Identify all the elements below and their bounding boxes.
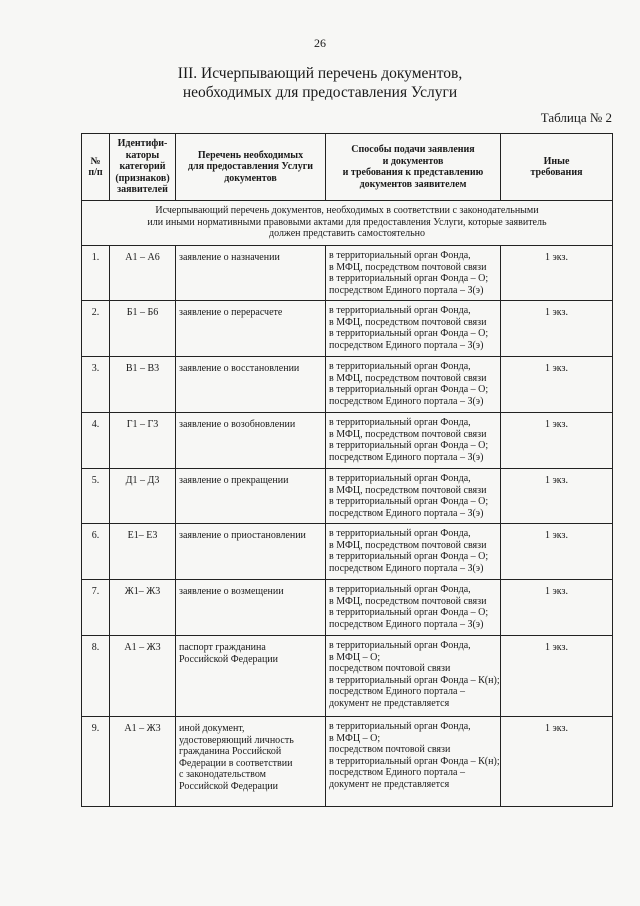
row-submission-ways-line: в МФЦ – О; bbox=[329, 732, 381, 744]
row-submission-ways-line: в территориальный орган Фонда, bbox=[329, 417, 471, 428]
row-identifiers: Г1 – Г3 bbox=[110, 413, 176, 469]
row-document bbox=[176, 301, 326, 357]
row-number: 1. bbox=[82, 246, 110, 301]
row-document-line: Федерации в соответствии bbox=[179, 757, 293, 769]
row-submission-ways bbox=[326, 413, 501, 469]
row-number: 5. bbox=[82, 469, 110, 524]
row-document-line: иной документ, bbox=[179, 723, 245, 734]
table-row bbox=[82, 413, 613, 469]
row-number: 3. bbox=[82, 357, 110, 413]
row-identifiers: А1 – Ж3 bbox=[110, 636, 176, 717]
row-submission-ways-line: посредством Единого портала – З(э) bbox=[329, 507, 484, 519]
table-row bbox=[82, 636, 613, 717]
header-identifiers: Идентифи- каторы категорий (признаков) заявителей bbox=[110, 134, 176, 201]
row-requirements: 1 экз. bbox=[501, 413, 613, 469]
row-submission-ways-line: в МФЦ, посредством почтовой связи bbox=[329, 261, 487, 273]
row-identifiers: В1 – В3 bbox=[110, 357, 176, 413]
row-requirements: 1 экз. bbox=[501, 469, 613, 524]
section-title bbox=[0, 64, 640, 102]
row-document-line: паспорт гражданина bbox=[179, 642, 266, 653]
row-document-line: Российской Федерации bbox=[179, 780, 279, 792]
row-submission-ways-line: в МФЦ, посредством почтовой связи bbox=[329, 316, 487, 328]
row-submission-ways-line: посредством Единого портала – bbox=[329, 686, 465, 697]
row-submission-ways-line: в территориальный орган Фонда, bbox=[329, 640, 471, 651]
row-document-line: заявление о приостановлении bbox=[179, 530, 306, 541]
row-document-line: заявление о перерасчете bbox=[179, 307, 283, 318]
row-document-line: Российской Федерации bbox=[179, 653, 279, 665]
row-submission-ways-line: в территориальный орган Фонда, bbox=[329, 305, 471, 316]
row-number: 7. bbox=[82, 580, 110, 636]
row-submission-ways-line: посредством почтовой связи bbox=[329, 744, 451, 755]
row-document bbox=[176, 357, 326, 413]
row-submission-ways-line: документ не представляется bbox=[329, 778, 450, 790]
row-submission-ways-line: в территориальный орган Фонда – О; bbox=[329, 440, 489, 451]
table-row bbox=[82, 357, 613, 413]
row-submission-ways-line: в территориальный орган Фонда, bbox=[329, 250, 471, 261]
row-number: 8. bbox=[82, 636, 110, 717]
row-requirements: 1 экз. bbox=[501, 636, 613, 717]
row-submission-ways-line: в территориальный орган Фонда, bbox=[329, 584, 471, 595]
row-submission-ways-line: в территориальный орган Фонда, bbox=[329, 528, 471, 539]
row-submission-ways-line: в МФЦ, посредством почтовой связи bbox=[329, 539, 487, 551]
row-submission-ways-line: посредством Единого портала – З(э) bbox=[329, 284, 484, 296]
title-line: III. Исчерпывающий перечень документов, bbox=[177, 65, 463, 82]
row-document-line: с законодательством bbox=[179, 769, 266, 780]
table-row bbox=[82, 717, 613, 807]
table-label: Таблица № 2 bbox=[540, 110, 612, 125]
row-submission-ways-line: посредством Единого портала – З(э) bbox=[329, 451, 484, 463]
row-submission-ways-line: в территориальный орган Фонда – О; bbox=[329, 273, 489, 284]
row-document-line: гражданина Российской bbox=[179, 746, 282, 757]
table-row bbox=[82, 301, 613, 357]
row-submission-ways bbox=[326, 524, 501, 580]
row-identifiers: Б1 – Б6 bbox=[110, 301, 176, 357]
row-submission-ways-line: документ не представляется bbox=[329, 697, 450, 709]
section-caption: Исчерпывающий перечень документов, необходимых в соответствии с законодательными или иными нормативными правовыми актами для предоставления Услуги, которые заявитель должен представить самостоятельно bbox=[82, 201, 613, 246]
row-submission-ways-line: в МФЦ, посредством почтовой связи bbox=[329, 372, 487, 384]
table-row bbox=[82, 469, 613, 524]
page-number: 26 bbox=[314, 36, 326, 50]
table-header-row bbox=[82, 134, 613, 201]
row-document bbox=[176, 413, 326, 469]
header-submission-ways: Способы подачи заявления и документов и требования к представлению документов заявителем bbox=[326, 134, 501, 201]
row-document-line: заявление о возмещении bbox=[179, 586, 284, 597]
row-requirements: 1 экз. bbox=[501, 246, 613, 301]
row-submission-ways-line: в территориальный орган Фонда – К(н); bbox=[329, 674, 500, 686]
row-document-line: заявление о возобновлении bbox=[179, 419, 296, 430]
table-row bbox=[82, 580, 613, 636]
row-identifiers: А1 – Ж3 bbox=[110, 717, 176, 807]
row-submission-ways-line: в МФЦ, посредством почтовой связи bbox=[329, 484, 487, 496]
row-submission-ways-line: в территориальный орган Фонда – О; bbox=[329, 496, 489, 507]
row-submission-ways-line: в территориальный орган Фонда – О; bbox=[329, 384, 489, 395]
row-submission-ways bbox=[326, 246, 501, 301]
header-other-requirements: Иные требования bbox=[501, 134, 613, 201]
row-number: 2. bbox=[82, 301, 110, 357]
row-submission-ways bbox=[326, 357, 501, 413]
row-submission-ways-line: в МФЦ – О; bbox=[329, 651, 381, 663]
row-submission-ways bbox=[326, 469, 501, 524]
row-identifiers: А1 – А6 bbox=[110, 246, 176, 301]
row-document bbox=[176, 717, 326, 807]
row-submission-ways bbox=[326, 580, 501, 636]
row-requirements: 1 экз. bbox=[501, 357, 613, 413]
row-number: 6. bbox=[82, 524, 110, 580]
row-document-line: заявление о прекращении bbox=[179, 475, 289, 486]
row-requirements: 1 экз. bbox=[501, 580, 613, 636]
row-submission-ways bbox=[326, 717, 501, 807]
table-row bbox=[82, 246, 613, 301]
header-documents: Перечень необходимых для предоставления Услуги документов bbox=[176, 134, 326, 201]
row-document bbox=[176, 524, 326, 580]
row-submission-ways bbox=[326, 636, 501, 717]
row-submission-ways-line: посредством Единого портала – bbox=[329, 767, 465, 778]
row-document-line: удостоверяющий личность bbox=[179, 734, 294, 746]
row-submission-ways bbox=[326, 301, 501, 357]
row-document-line: заявление о восстановлении bbox=[179, 363, 300, 374]
row-requirements: 1 экз. bbox=[501, 524, 613, 580]
row-submission-ways-line: в территориальный орган Фонда – О; bbox=[329, 551, 489, 562]
row-document bbox=[176, 469, 326, 524]
section-row bbox=[82, 201, 613, 246]
row-submission-ways-line: в МФЦ, посредством почтовой связи bbox=[329, 428, 487, 440]
row-submission-ways-line: в территориальный орган Фонда – К(н); bbox=[329, 755, 500, 767]
row-submission-ways-line: в территориальный орган Фонда, bbox=[329, 721, 471, 732]
row-submission-ways-line: посредством Единого портала – З(э) bbox=[329, 562, 484, 574]
table-row bbox=[82, 524, 613, 580]
row-submission-ways-line: в территориальный орган Фонда, bbox=[329, 473, 471, 484]
row-document bbox=[176, 580, 326, 636]
documents-table bbox=[81, 133, 613, 807]
title-line: необходимых для предоставления Услуги bbox=[182, 84, 458, 101]
row-number: 4. bbox=[82, 413, 110, 469]
row-submission-ways-line: в территориальный орган Фонда, bbox=[329, 361, 471, 372]
row-requirements: 1 экз. bbox=[501, 717, 613, 807]
row-submission-ways-line: посредством Единого портала – З(э) bbox=[329, 339, 484, 351]
row-identifiers: Д1 – Д3 bbox=[110, 469, 176, 524]
row-requirements: 1 экз. bbox=[501, 301, 613, 357]
row-submission-ways-line: в территориальный орган Фонда – О; bbox=[329, 607, 489, 618]
row-document bbox=[176, 246, 326, 301]
row-number: 9. bbox=[82, 717, 110, 807]
row-submission-ways-line: посредством Единого портала – З(э) bbox=[329, 395, 484, 407]
row-identifiers: Е1– Е3 bbox=[110, 524, 176, 580]
row-document-line: заявление о назначении bbox=[179, 252, 280, 263]
row-submission-ways-line: посредством Единого портала – З(э) bbox=[329, 618, 484, 630]
header-number: № п/п bbox=[82, 134, 110, 201]
row-submission-ways-line: посредством почтовой связи bbox=[329, 663, 451, 674]
row-submission-ways-line: в территориальный орган Фонда – О; bbox=[329, 328, 489, 339]
row-submission-ways-line: в МФЦ, посредством почтовой связи bbox=[329, 595, 487, 607]
row-identifiers: Ж1– Ж3 bbox=[110, 580, 176, 636]
row-document bbox=[176, 636, 326, 717]
